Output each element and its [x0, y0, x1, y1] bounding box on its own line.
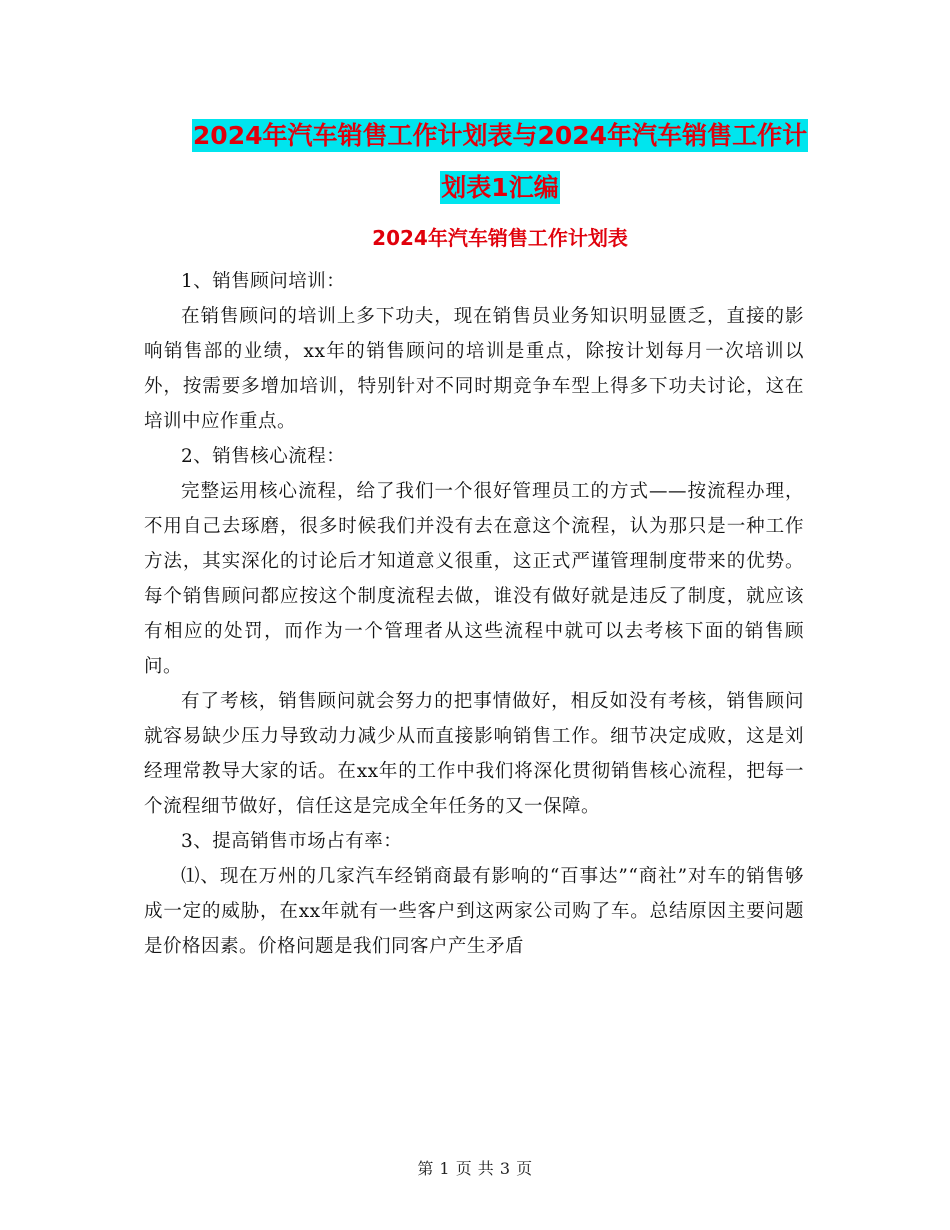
document-title-line-1: 2024年汽车销售工作计划表与2024年汽车销售工作计 [192, 121, 808, 150]
paragraph-competitors: ⑴、现在万州的几家汽车经销商最有影响的“百事达”“商社”对车的销售够成一定的威胁，在xx年就有一些客户到这两家公司购了车。总结原因主要问题是价格因素。价格问题是我们同客户产生矛盾 [144, 866, 804, 957]
heading-sales-consultant-training: 1、销售顾问培训： [181, 271, 346, 292]
document-title-line-2: 划表1汇编 [441, 173, 559, 202]
heading-core-sales-process: 2、销售核心流程： [181, 446, 346, 467]
document-title [140, 110, 860, 214]
section-title: 2024年汽车销售工作计划表 [372, 226, 628, 250]
paragraph-training: 在销售顾问的培训上多下功夫，现在销售员业务知识明显匮乏，直接的影响销售部的业绩，xx年的销售顾问的培训是重点，除按计划每月一次培训以外，按需要多增加培训，特别针对不同时期竞争车型上得多下功夫讨论，这在培训中应作重点。 [144, 306, 804, 432]
document-body [144, 264, 804, 964]
paragraph-assessment: 有了考核，销售顾问就会努力的把事情做好，相反如没有考核，销售顾问就容易缺少压力导致动力减少从而直接影响销售工作。细节决定成败，这是刘经理常教导大家的话。在xx年的工作中我们将深化贯彻销售核心流程，把每一个流程细节做好，信任这是完成全年任务的又一保障。 [144, 691, 804, 817]
paragraph-core-process: 完整运用核心流程，给了我们一个很好管理员工的方式——按流程办理，不用自己去琢磨，很多时候我们并没有去在意这个流程，认为那只是一种工作方法，其实深化的讨论后才知道意义很重，这正式严谨管理制度带来的优势。每个销售顾问都应按这个制度流程去做，谁没有做好就是违反了制度，就应该有相应的处罚，而作为一个管理者从这些流程中就可以去考核下面的销售顾问。 [144, 481, 804, 677]
heading-market-share: 3、提高销售市场占有率： [181, 831, 403, 852]
page-number-footer: 第 1 页 共 3 页 [417, 1159, 533, 1178]
